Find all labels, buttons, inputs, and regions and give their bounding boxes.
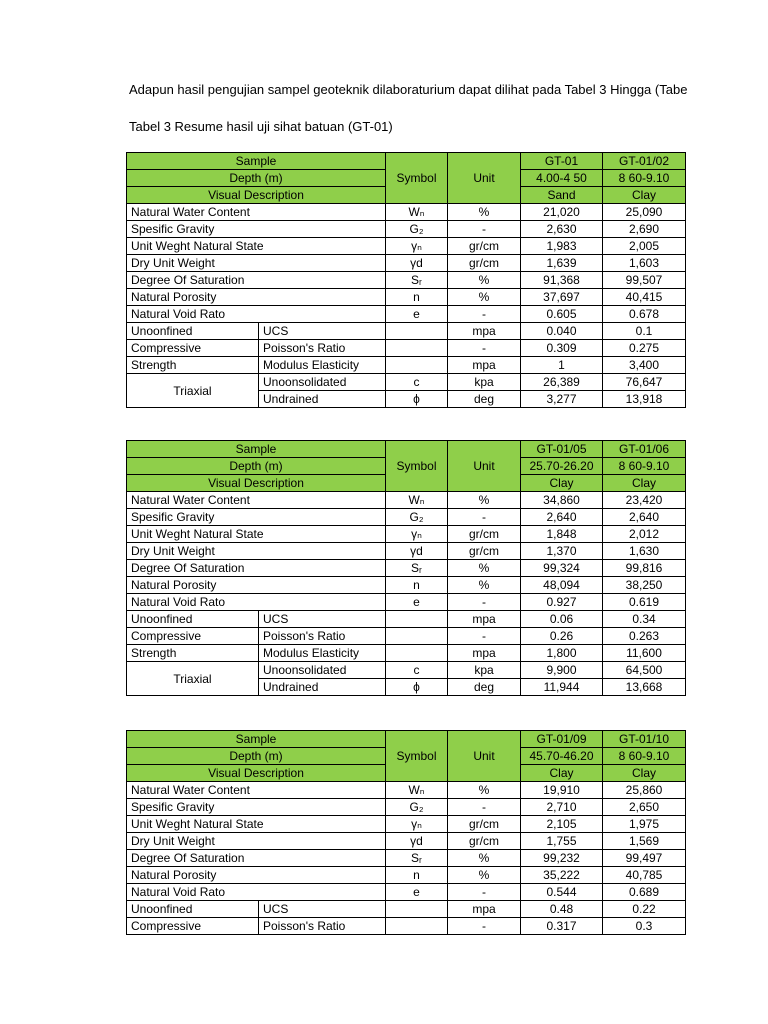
value-cell: 37,697 <box>521 289 603 306</box>
value-cell: 2,005 <box>603 238 686 255</box>
value-cell: 2,710 <box>521 799 603 816</box>
results-table-1 <box>126 152 686 408</box>
value-cell: 0.275 <box>603 340 686 357</box>
symbol-cell: Wₙ <box>386 782 448 799</box>
symbol-cell: ϕ <box>386 391 448 408</box>
value-cell: 1,800 <box>521 645 603 662</box>
value-cell: 1,603 <box>603 255 686 272</box>
symbol-header: Symbol <box>386 731 448 782</box>
value-cell: 0.06 <box>521 611 603 628</box>
unit-cell: % <box>448 204 521 221</box>
sample-id: GT-01/02 <box>603 153 686 170</box>
value-cell: 0.309 <box>521 340 603 357</box>
value-cell: 2,012 <box>603 526 686 543</box>
row-label: Compressive <box>127 628 259 645</box>
row-label: Unoonfined <box>127 611 259 628</box>
row-label: Natural Porosity <box>127 577 386 594</box>
value-cell: 0.927 <box>521 594 603 611</box>
symbol-cell: c <box>386 374 448 391</box>
sub-label: UCS <box>259 323 386 340</box>
symbol-header: Symbol <box>386 441 448 492</box>
unit-cell: % <box>448 492 521 509</box>
row-label: Unit Weght Natural State <box>127 526 386 543</box>
unit-cell: - <box>448 306 521 323</box>
value-cell: 76,647 <box>603 374 686 391</box>
sub-label: UCS <box>259 901 386 918</box>
unit-cell: gr/cm <box>448 543 521 560</box>
symbol-cell <box>386 918 448 935</box>
symbol-cell: γd <box>386 255 448 272</box>
unit-cell: - <box>448 594 521 611</box>
visual-description-header: Visual Description <box>127 475 386 492</box>
unit-cell: % <box>448 782 521 799</box>
value-cell: 25,090 <box>603 204 686 221</box>
row-label: Unoonfined <box>127 901 259 918</box>
row-label: Spesific Gravity <box>127 509 386 526</box>
value-cell: 40,785 <box>603 867 686 884</box>
row-label: Natural Porosity <box>127 867 386 884</box>
symbol-cell: e <box>386 306 448 323</box>
unit-cell: % <box>448 867 521 884</box>
sample-depth: 8 60-9.10 <box>603 170 686 187</box>
value-cell: 0.34 <box>603 611 686 628</box>
symbol-cell: γd <box>386 833 448 850</box>
value-cell: 1,630 <box>603 543 686 560</box>
table-caption: Tabel 3 Resume hasil uji sihat batuan (GT-01) <box>129 119 393 134</box>
value-cell: 21,020 <box>521 204 603 221</box>
value-cell: 0.26 <box>521 628 603 645</box>
unit-cell: gr/cm <box>448 255 521 272</box>
sample-depth: 8 60-9.10 <box>603 748 686 765</box>
row-label: Compressive <box>127 340 259 357</box>
row-label: Strength <box>127 645 259 662</box>
sample-id: GT-01/05 <box>521 441 603 458</box>
row-label: Unoonfined <box>127 323 259 340</box>
row-label: Natural Void Rato <box>127 884 386 901</box>
value-cell: 0.619 <box>603 594 686 611</box>
value-cell: 99,497 <box>603 850 686 867</box>
row-label: Degree Of Saturation <box>127 560 386 577</box>
row-label: Unit Weght Natural State <box>127 238 386 255</box>
value-cell: 11,944 <box>521 679 603 696</box>
value-cell: 38,250 <box>603 577 686 594</box>
value-cell: 13,918 <box>603 391 686 408</box>
unit-cell: % <box>448 289 521 306</box>
symbol-cell <box>386 645 448 662</box>
symbol-cell: Sᵣ <box>386 560 448 577</box>
unit-cell: mpa <box>448 645 521 662</box>
value-cell: 1,370 <box>521 543 603 560</box>
unit-cell: deg <box>448 679 521 696</box>
symbol-cell: γₙ <box>386 238 448 255</box>
sample-description: Clay <box>603 475 686 492</box>
value-cell: 23,420 <box>603 492 686 509</box>
symbol-cell: Sᵣ <box>386 850 448 867</box>
row-label: Strength <box>127 357 259 374</box>
depth-header: Depth (m) <box>127 748 386 765</box>
sample-header: Sample <box>127 153 386 170</box>
sample-depth: 45.70-46.20 <box>521 748 603 765</box>
unit-cell: mpa <box>448 357 521 374</box>
value-cell: 25,860 <box>603 782 686 799</box>
symbol-cell <box>386 628 448 645</box>
unit-cell: gr/cm <box>448 816 521 833</box>
value-cell: 9,900 <box>521 662 603 679</box>
unit-cell: % <box>448 272 521 289</box>
unit-header: Unit <box>448 153 521 204</box>
value-cell: 13,668 <box>603 679 686 696</box>
unit-cell: % <box>448 577 521 594</box>
row-label: Degree Of Saturation <box>127 272 386 289</box>
visual-description-header: Visual Description <box>127 765 386 782</box>
sample-description: Clay <box>521 765 603 782</box>
unit-cell: gr/cm <box>448 238 521 255</box>
sub-label: UCS <box>259 611 386 628</box>
value-cell: 1 <box>521 357 603 374</box>
value-cell: 0.3 <box>603 918 686 935</box>
symbol-cell: ϕ <box>386 679 448 696</box>
symbol-cell: e <box>386 884 448 901</box>
sub-label: Undrained <box>259 391 386 408</box>
value-cell: 35,222 <box>521 867 603 884</box>
value-cell: 1,755 <box>521 833 603 850</box>
value-cell: 34,860 <box>521 492 603 509</box>
value-cell: 0.605 <box>521 306 603 323</box>
value-cell: 0.317 <box>521 918 603 935</box>
value-cell: 0.1 <box>603 323 686 340</box>
depth-header: Depth (m) <box>127 170 386 187</box>
value-cell: 99,324 <box>521 560 603 577</box>
sample-id: GT-01/10 <box>603 731 686 748</box>
row-label: Compressive <box>127 918 259 935</box>
value-cell: 99,232 <box>521 850 603 867</box>
row-label: Spesific Gravity <box>127 799 386 816</box>
sub-label: Unoonsolidated <box>259 662 386 679</box>
row-label: Natural Void Rato <box>127 306 386 323</box>
symbol-cell: n <box>386 577 448 594</box>
value-cell: 1,983 <box>521 238 603 255</box>
sub-label: Modulus Elasticity <box>259 645 386 662</box>
symbol-cell: Sᵣ <box>386 272 448 289</box>
symbol-cell <box>386 340 448 357</box>
sample-id: GT-01/06 <box>603 441 686 458</box>
unit-cell: mpa <box>448 323 521 340</box>
unit-cell: - <box>448 799 521 816</box>
row-label: Triaxial <box>127 374 259 408</box>
intro-paragraph: Adapun hasil pengujian sampel geoteknik dilaboraturium dapat dilihat pada Tabel 3 Hingga (Tabe <box>129 82 688 97</box>
symbol-cell: e <box>386 594 448 611</box>
row-label: Natural Water Content <box>127 492 386 509</box>
value-cell: 0.544 <box>521 884 603 901</box>
results-table-2 <box>126 440 686 696</box>
unit-cell: mpa <box>448 901 521 918</box>
sample-header: Sample <box>127 441 386 458</box>
row-label: Unit Weght Natural State <box>127 816 386 833</box>
unit-cell: - <box>448 628 521 645</box>
value-cell: 26,389 <box>521 374 603 391</box>
value-cell: 0.22 <box>603 901 686 918</box>
value-cell: 40,415 <box>603 289 686 306</box>
unit-header: Unit <box>448 441 521 492</box>
sample-description: Clay <box>603 187 686 204</box>
symbol-cell: γₙ <box>386 816 448 833</box>
value-cell: 91,368 <box>521 272 603 289</box>
sub-label: Modulus Elasticity <box>259 357 386 374</box>
value-cell: 0.678 <box>603 306 686 323</box>
symbol-cell: γd <box>386 543 448 560</box>
value-cell: 99,816 <box>603 560 686 577</box>
sample-depth: 8 60-9.10 <box>603 458 686 475</box>
unit-cell: kpa <box>448 374 521 391</box>
value-cell: 3,277 <box>521 391 603 408</box>
value-cell: 19,910 <box>521 782 603 799</box>
unit-cell: - <box>448 884 521 901</box>
results-table-3 <box>126 730 686 935</box>
value-cell: 2,630 <box>521 221 603 238</box>
symbol-cell <box>386 357 448 374</box>
sample-description: Clay <box>603 765 686 782</box>
symbol-cell <box>386 901 448 918</box>
symbol-cell: G₂ <box>386 509 448 526</box>
row-label: Dry Unit Weight <box>127 255 386 272</box>
value-cell: 0.48 <box>521 901 603 918</box>
sub-label: Poisson's Ratio <box>259 340 386 357</box>
unit-cell: deg <box>448 391 521 408</box>
value-cell: 1,569 <box>603 833 686 850</box>
unit-cell: - <box>448 221 521 238</box>
symbol-cell: c <box>386 662 448 679</box>
sample-header: Sample <box>127 731 386 748</box>
visual-description-header: Visual Description <box>127 187 386 204</box>
sub-label: Poisson's Ratio <box>259 918 386 935</box>
symbol-cell: n <box>386 289 448 306</box>
value-cell: 2,640 <box>521 509 603 526</box>
sample-depth: 4.00-4 50 <box>521 170 603 187</box>
unit-header: Unit <box>448 731 521 782</box>
unit-cell: mpa <box>448 611 521 628</box>
value-cell: 0.263 <box>603 628 686 645</box>
value-cell: 2,650 <box>603 799 686 816</box>
symbol-cell: n <box>386 867 448 884</box>
value-cell: 0.689 <box>603 884 686 901</box>
row-label: Dry Unit Weight <box>127 833 386 850</box>
symbol-cell: γₙ <box>386 526 448 543</box>
unit-cell: gr/cm <box>448 526 521 543</box>
unit-cell: % <box>448 560 521 577</box>
symbol-cell: G₂ <box>386 799 448 816</box>
row-label: Spesific Gravity <box>127 221 386 238</box>
value-cell: 11,600 <box>603 645 686 662</box>
symbol-cell: Wₙ <box>386 492 448 509</box>
value-cell: 2,105 <box>521 816 603 833</box>
symbol-cell <box>386 611 448 628</box>
value-cell: 1,639 <box>521 255 603 272</box>
row-label: Natural Void Rato <box>127 594 386 611</box>
sample-depth: 25.70-26.20 <box>521 458 603 475</box>
unit-cell: - <box>448 918 521 935</box>
symbol-cell: Wₙ <box>386 204 448 221</box>
sub-label: Unoonsolidated <box>259 374 386 391</box>
unit-cell: - <box>448 509 521 526</box>
value-cell: 64,500 <box>603 662 686 679</box>
symbol-cell <box>386 323 448 340</box>
row-label: Dry Unit Weight <box>127 543 386 560</box>
row-label: Natural Porosity <box>127 289 386 306</box>
symbol-header: Symbol <box>386 153 448 204</box>
sample-id: GT-01 <box>521 153 603 170</box>
row-label: Natural Water Content <box>127 782 386 799</box>
depth-header: Depth (m) <box>127 458 386 475</box>
row-label: Natural Water Content <box>127 204 386 221</box>
unit-cell: gr/cm <box>448 833 521 850</box>
row-label: Degree Of Saturation <box>127 850 386 867</box>
unit-cell: - <box>448 340 521 357</box>
value-cell: 1,848 <box>521 526 603 543</box>
sample-id: GT-01/09 <box>521 731 603 748</box>
row-label: Triaxial <box>127 662 259 696</box>
value-cell: 2,690 <box>603 221 686 238</box>
unit-cell: % <box>448 850 521 867</box>
value-cell: 1,975 <box>603 816 686 833</box>
value-cell: 3,400 <box>603 357 686 374</box>
sub-label: Undrained <box>259 679 386 696</box>
symbol-cell: G₂ <box>386 221 448 238</box>
unit-cell: kpa <box>448 662 521 679</box>
value-cell: 99,507 <box>603 272 686 289</box>
sub-label: Poisson's Ratio <box>259 628 386 645</box>
sample-description: Sand <box>521 187 603 204</box>
value-cell: 0.040 <box>521 323 603 340</box>
sample-description: Clay <box>521 475 603 492</box>
value-cell: 48,094 <box>521 577 603 594</box>
value-cell: 2,640 <box>603 509 686 526</box>
